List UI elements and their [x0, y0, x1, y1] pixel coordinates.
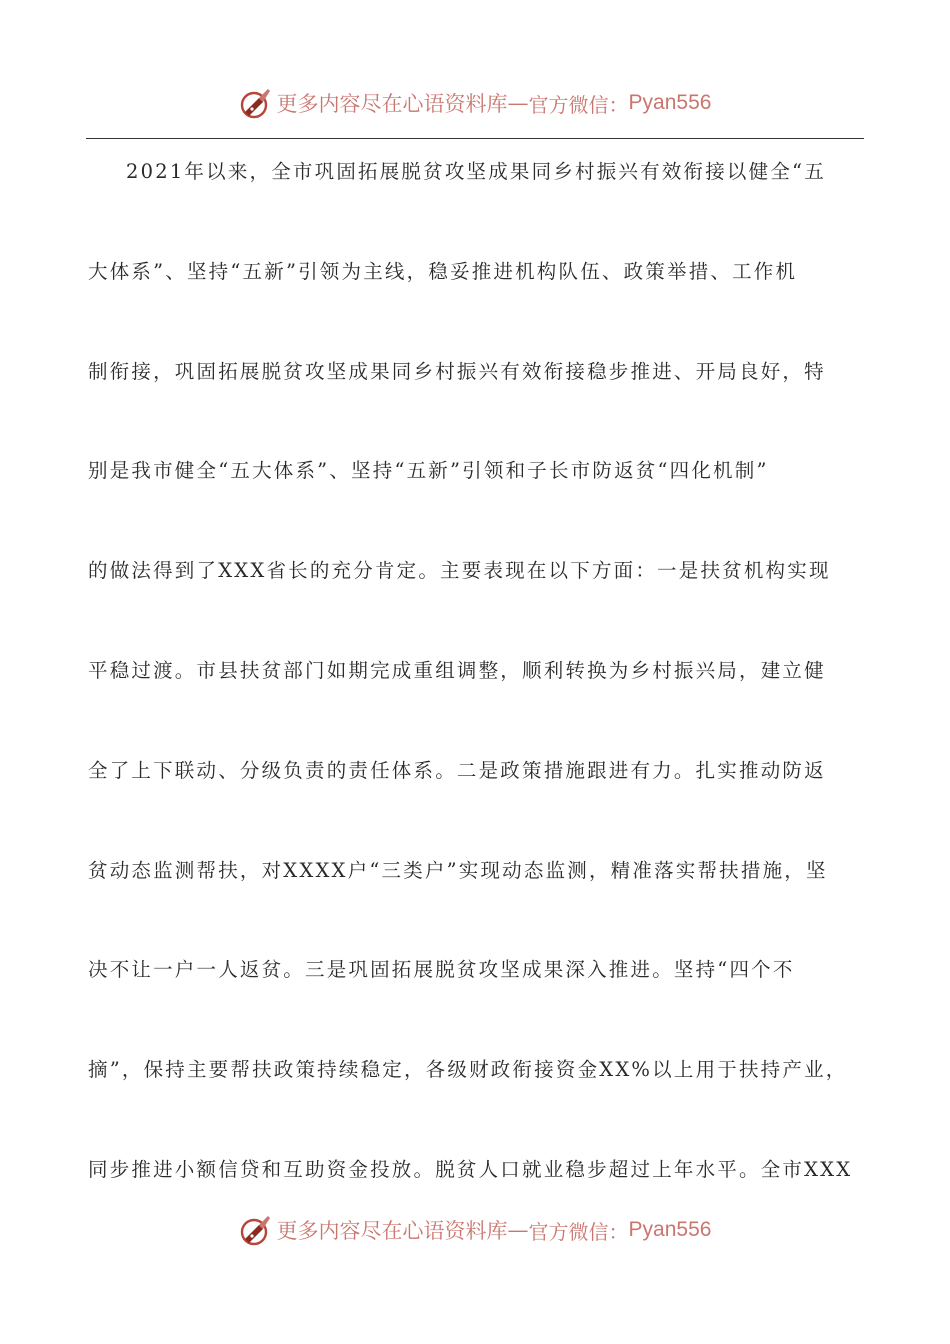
banner-wechat-label: 官方微信： — [528, 92, 629, 117]
paragraph-line: 2021年以来，全市巩固拓展脱贫攻坚成果同乡村振兴有效衔接以健全“五 — [126, 160, 826, 183]
banner-title: 更多内容尽在心语资料库 — [276, 92, 508, 116]
banner-title: 更多内容尽在心语资料库 — [276, 1219, 508, 1243]
paragraph-line: 摘”，保持主要帮扶政策持续稳定，各级财政衔接资金XX%以上用于扶持产业， — [88, 1058, 848, 1082]
paragraph-line: 大体系”、坚持“五新”引领为主线，稳妥推进机构队伍、政策举措、工作机 — [88, 259, 798, 283]
paragraph-line: 全了上下联动、分级负责的责任体系。二是政策措施跟进有力。扎实推动防返 — [88, 758, 826, 782]
paragraph-line: 贫动态监测帮扶，对XXXX户“三类户”实现动态监测，精准落实帮扶措施，坚 — [88, 858, 828, 882]
header-banner — [0, 83, 950, 123]
paragraph-line: 别是我市健全“五大体系”、坚持“五新”引领和子长市防返贫“四化机制” — [88, 459, 769, 483]
header-divider — [86, 138, 864, 139]
document-body — [88, 152, 864, 1250]
paragraph-line: 平稳过渡。市县扶贫部门如期完成重组调整，顺利转换为乡村振兴局，建立健 — [88, 658, 826, 682]
banner-wechat-id: Pyan556 — [628, 91, 712, 114]
paragraph-line: 决不让一户一人返贫。三是巩固拓展脱贫攻坚成果深入推进。坚持“四个不 — [88, 958, 795, 982]
pen-nib-logo-icon — [239, 86, 273, 120]
banner-dash: — — [507, 91, 529, 115]
footer-banner — [0, 1210, 950, 1250]
banner-dash: — — [507, 1218, 529, 1242]
banner-wechat-id: Pyan556 — [628, 1218, 712, 1241]
paragraph-line: 制衔接，巩固拓展脱贫攻坚成果同乡村振兴有效衔接稳步推进、开局良好，特 — [88, 359, 826, 383]
banner-wechat-label: 官方微信： — [528, 1219, 629, 1244]
paragraph-line: 的做法得到了XXX省长的充分肯定。主要表现在以下方面：一是扶贫机构实现 — [88, 559, 831, 583]
pen-nib-logo-icon — [239, 1213, 273, 1247]
paragraph-line: 同步推进小额信贷和互助资金投放。脱贫人口就业稳步超过上年水平。全市XXX — [88, 1157, 853, 1181]
